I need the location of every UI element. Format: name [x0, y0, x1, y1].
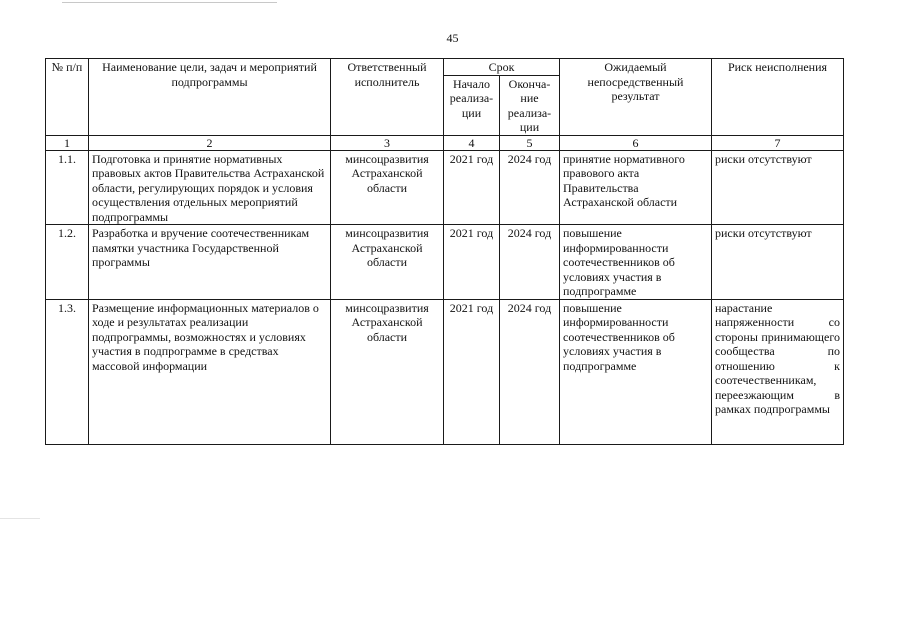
scan-artifact-line — [62, 2, 277, 3]
row-number: 1.2. — [46, 225, 89, 300]
responsible-executor: минсоцразвития Астраханской области — [331, 299, 444, 444]
header-risk: Риск неисполнения — [712, 59, 844, 136]
table-header-row — [46, 59, 844, 76]
non-fulfillment-risk: нарастание напряженности со стороны принимающего сообщества по отношению к соотечественникам, переезжающим в рамках подпрограммы — [712, 299, 844, 444]
responsible-executor: минсоцразвития Астраханской области — [331, 150, 444, 225]
column-number: 3 — [331, 135, 444, 150]
table-row — [46, 299, 844, 444]
row-number: 1.1. — [46, 150, 89, 225]
column-number: 6 — [560, 135, 712, 150]
column-number-row — [46, 135, 844, 150]
responsible-executor: минсоцразвития Астраханской области — [331, 225, 444, 300]
header-term: Срок — [444, 59, 560, 76]
end-year: 2024 год — [500, 225, 560, 300]
expected-result: повышение информированности соотечественников об условиях участия в подпрограмме — [560, 225, 712, 300]
table-row — [46, 225, 844, 300]
start-year: 2021 год — [444, 225, 500, 300]
column-number: 7 — [712, 135, 844, 150]
column-number: 1 — [46, 135, 89, 150]
column-number: 5 — [500, 135, 560, 150]
column-number: 2 — [89, 135, 331, 150]
subprogram-measures-table — [45, 58, 844, 445]
end-year: 2024 год — [500, 299, 560, 444]
header-executor: Ответственный исполнитель — [331, 59, 444, 136]
measure-name: Разработка и вручение соотечественникам памятки участника Государственной программы — [89, 225, 331, 300]
header-start: Начало реализа-ции — [444, 75, 500, 135]
header-name: Наименование цели, задач и мероприятий подпрограммы — [89, 59, 331, 136]
measure-name: Размещение информационных материалов о ходе и результатах реализации подпрограммы, возможностях и условиях участия в подпрограмме в средствах массовой информации — [89, 299, 331, 444]
scan-artifact-line — [0, 518, 40, 519]
table-row — [46, 150, 844, 225]
end-year: 2024 год — [500, 150, 560, 225]
row-number: 1.3. — [46, 299, 89, 444]
header-result: Ожидаемый непосредственный результат — [560, 59, 712, 136]
expected-result: повышение информированности соотечественников об условиях участия в подпрограмме — [560, 299, 712, 444]
page-number: 45 — [446, 31, 459, 45]
expected-result: принятие нормативного правового акта Правительства Астраханской области — [560, 150, 712, 225]
start-year: 2021 год — [444, 299, 500, 444]
measure-name: Подготовка и принятие нормативных правовых актов Правительства Астраханской области, регулирующих порядок и условия осуществления отдельных мероприятий подпрограммы — [89, 150, 331, 225]
header-end: Оконча-ние реализа-ции — [500, 75, 560, 135]
column-number: 4 — [444, 135, 500, 150]
start-year: 2021 год — [444, 150, 500, 225]
non-fulfillment-risk: риски отсутствуют — [712, 150, 844, 225]
header-num: № п/п — [46, 59, 89, 136]
non-fulfillment-risk: риски отсутствуют — [712, 225, 844, 300]
